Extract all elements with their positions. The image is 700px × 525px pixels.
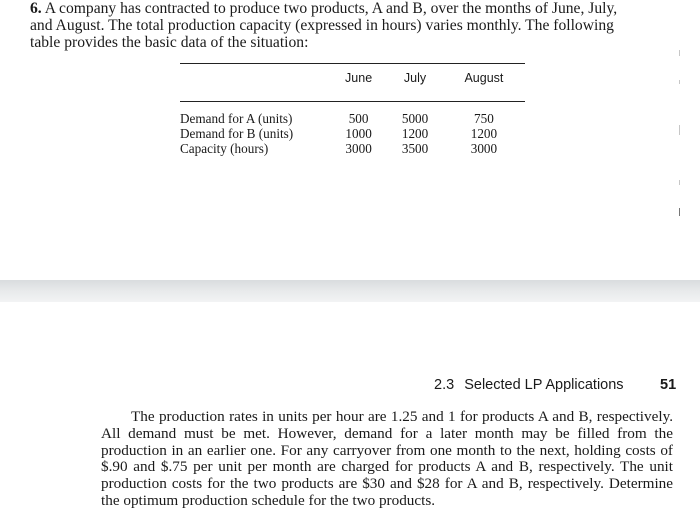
table-cell: 3000 [345,141,372,156]
table-cell: 1200 [470,126,498,141]
lower-page [0,302,700,525]
row-label: Demand for B (units) [180,126,294,141]
section-title: Selected LP Applications [464,377,624,393]
table-row [180,126,525,141]
table-cell: 500 [348,111,369,126]
problem-statement [30,0,630,51]
problem-text: A company has contracted to produce two products, A and B, over the months of June, July, and August. The total production capacity (expressed in hours) varies monthly. The following table provides the basic data of the situation: [30,0,618,51]
section-number: 2.3 [434,377,455,393]
paragraph-text: The production rates in units per hour are 1.25 and 1 for products A and B, respectively. All demand must be met. However, demand for a later month may be filled from the production in an earlier one. For any carryover from one month to the next, holding costs of $.90 and $.75 per unit per month are charged for products A and B, respectively. The unit production costs for the two products are $30 and $28 for A and B, respectively. Determine the optimum production schedule for the two products. [101,408,673,509]
page-number: 51 [660,377,677,393]
production-data-table [180,63,525,156]
page-fold-gap [0,280,700,302]
table-row [180,102,525,127]
table-cell: 3000 [470,141,498,156]
row-label: Demand for A (units) [180,111,293,126]
column-header-august: August [443,64,525,102]
column-header-june: June [330,64,387,102]
table-cell: 5000 [401,111,429,126]
table-cell: 1000 [345,126,372,141]
problem-number: 6. [30,0,42,17]
table-header-row [180,64,525,102]
table-cell: 3500 [401,141,429,156]
table-cell: 750 [474,111,494,126]
column-header-july: July [387,64,443,102]
problem-continuation [101,409,673,510]
table-row [180,141,525,156]
running-head [434,377,624,393]
row-label: Capacity (hours) [180,141,269,156]
header-corner [180,64,330,102]
page-edge-marks [677,40,687,230]
table-cell: 1200 [401,126,429,141]
